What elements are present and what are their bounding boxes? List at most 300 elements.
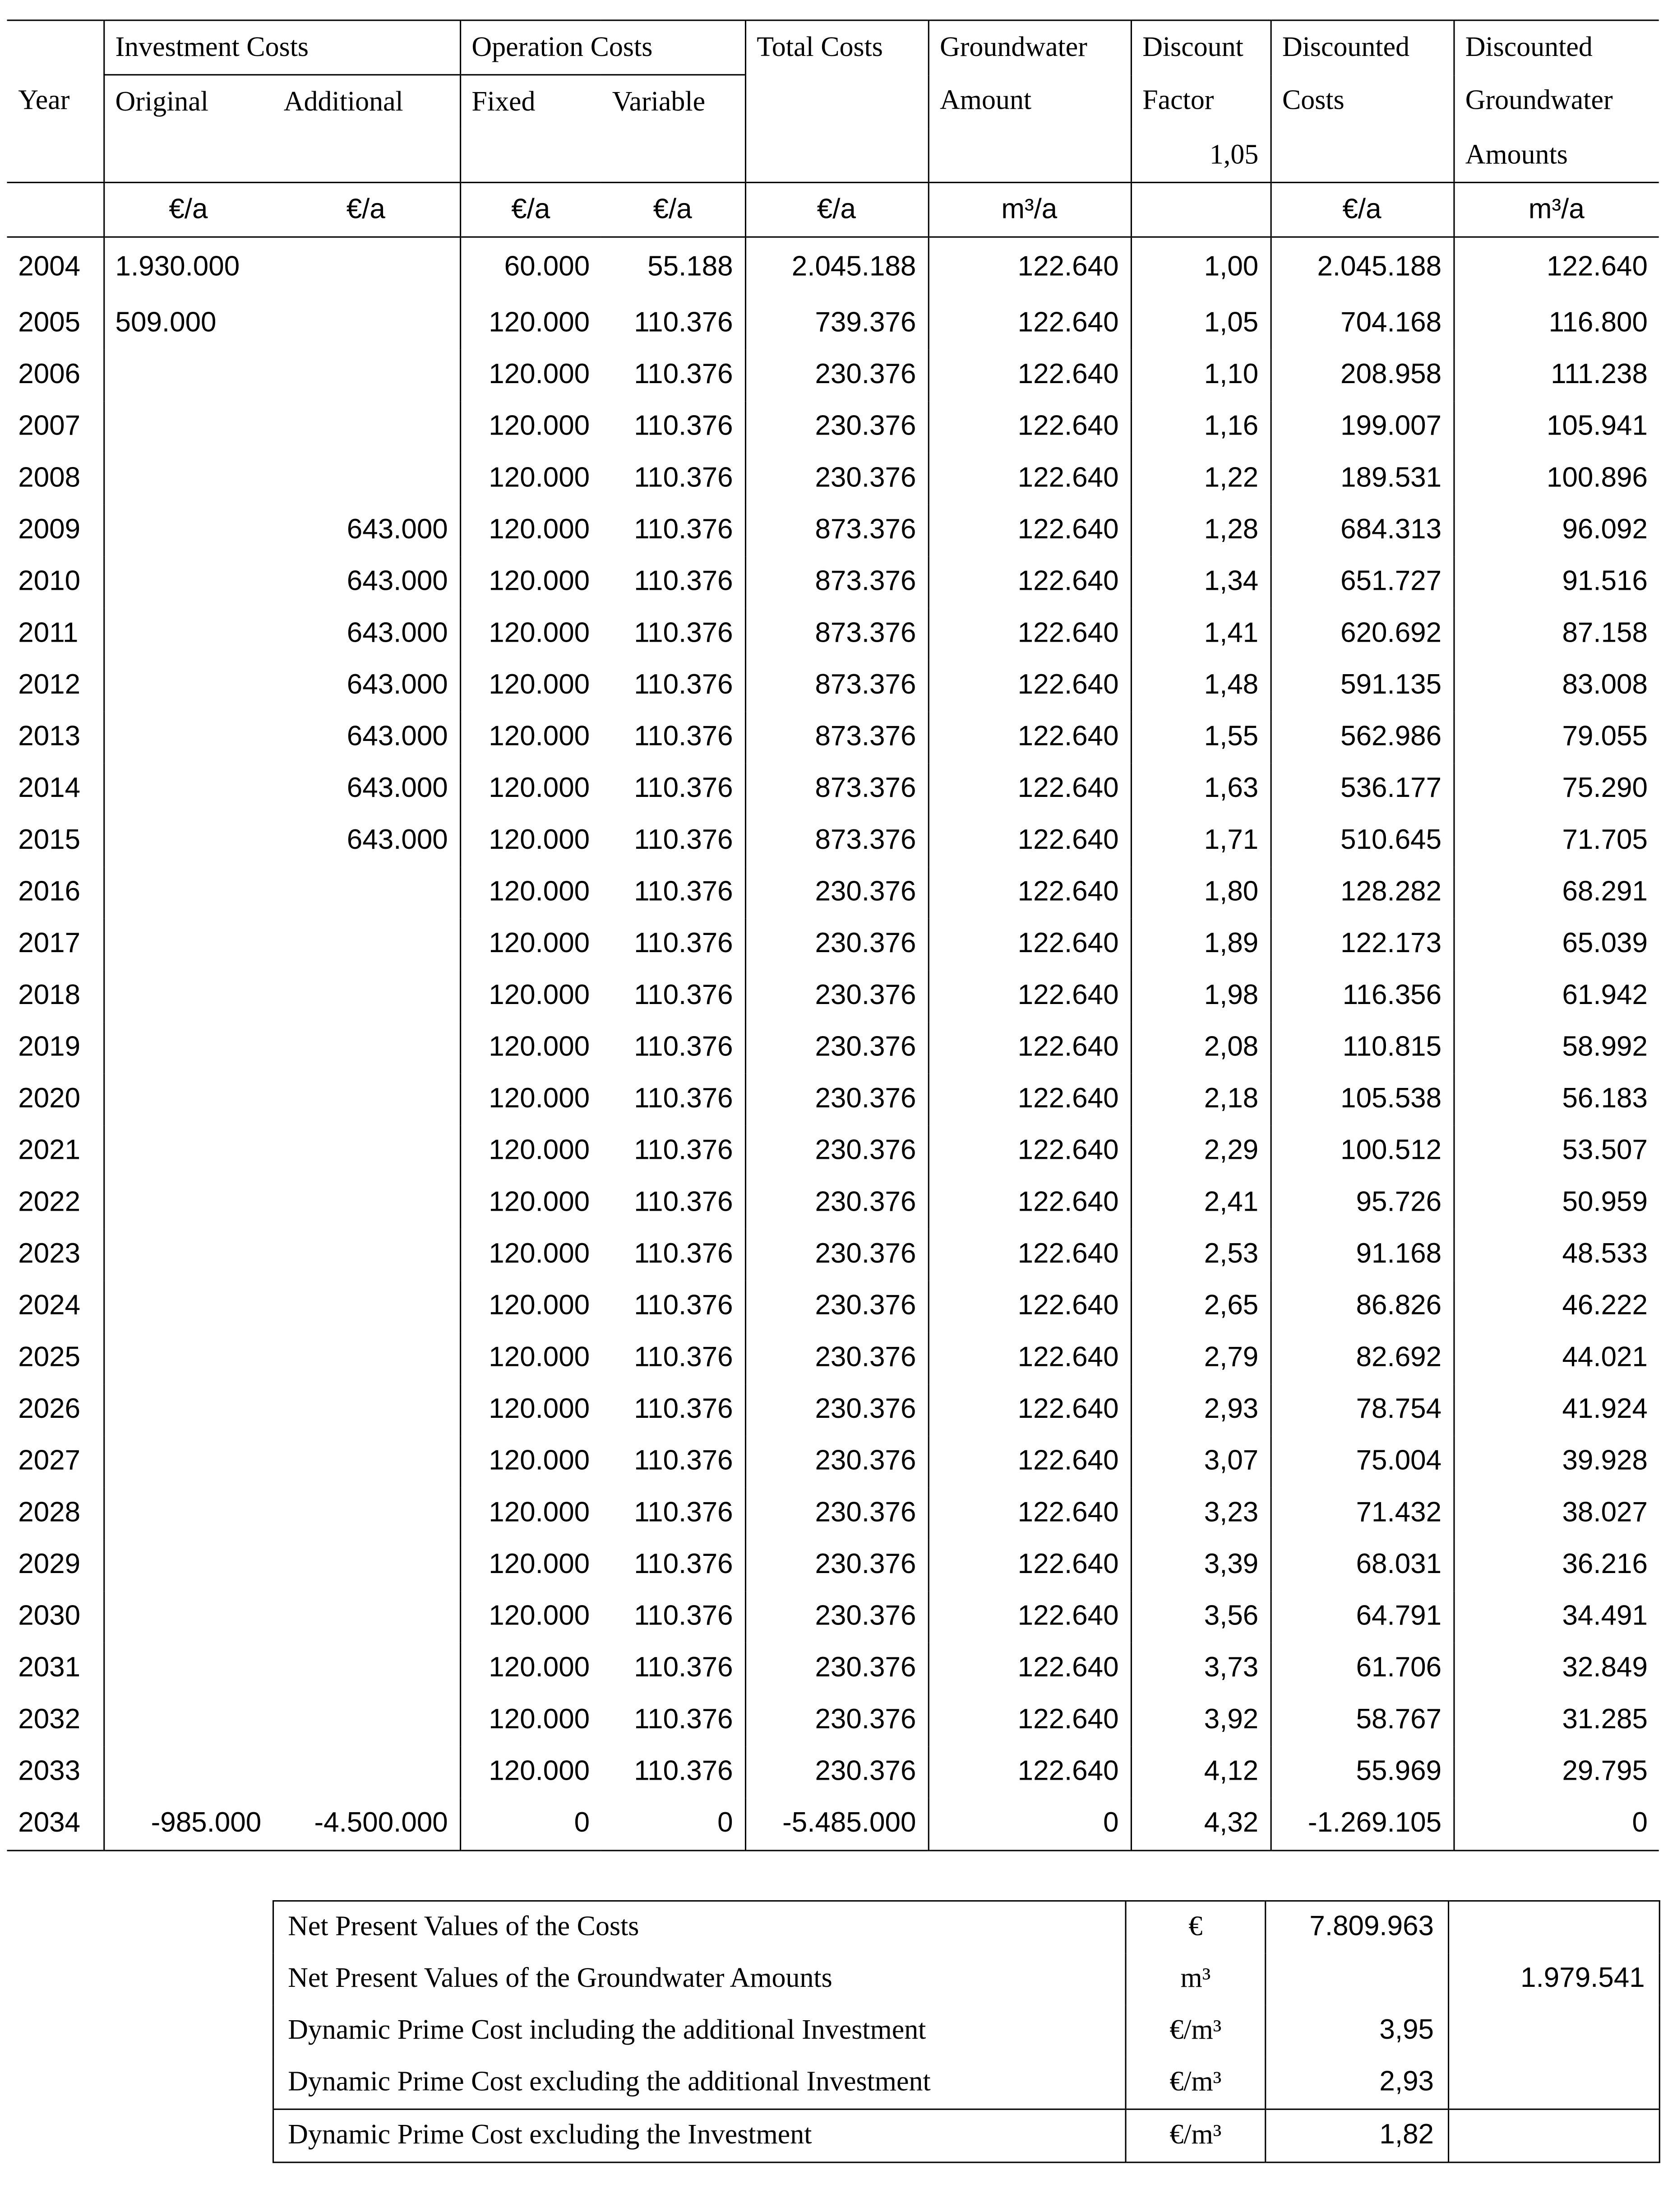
header-year: Year <box>18 85 70 116</box>
cell-additional <box>273 1022 460 1074</box>
cell-discounted-costs: 91.168 <box>1270 1229 1454 1281</box>
unit-row <box>7 182 1659 237</box>
cell-discount: 4,12 <box>1131 1746 1270 1798</box>
summary-label: Dynamic Prime Cost including the additional Investment <box>288 2015 926 2046</box>
cell-total: -5.485.000 <box>745 1798 928 1851</box>
summary-label: Dynamic Prime Cost excluding the additional Investment <box>273 2057 1126 2109</box>
cell-fixed: 120.000 <box>460 1074 601 1126</box>
header-cell-empty <box>7 20 103 75</box>
cell-fixed: 120.000 <box>460 1125 601 1177</box>
cell-additional <box>273 1125 460 1177</box>
cell-variable: 110.376 <box>634 411 733 442</box>
cell-discounted-gw: 29.795 <box>1453 1746 1659 1798</box>
cell-discounted-costs: 684.313 <box>1270 505 1454 557</box>
cell-groundwater: 122.640 <box>928 660 1131 712</box>
cell-fixed: 120.000 <box>460 1022 601 1074</box>
cell-discounted-gw: 58.992 <box>1453 1022 1659 1074</box>
cell-discounted-gw: 0 <box>1453 1798 1659 1851</box>
cell-original <box>103 1695 273 1747</box>
cell-additional <box>273 1177 460 1229</box>
cell-total: 873.376 <box>745 556 928 608</box>
cell-discounted-gw: 100.896 <box>1453 453 1659 505</box>
cell-fixed: 120.000 <box>460 1746 601 1798</box>
cell-discounted-costs: 55.969 <box>1270 1746 1454 1798</box>
cell-discount: 2,41 <box>1131 1177 1270 1229</box>
table-row <box>7 1436 1659 1488</box>
header-total-costs: Total Costs <box>745 20 928 75</box>
cell-total: 230.376 <box>745 1591 928 1643</box>
cell-total: 230.376 <box>745 1540 928 1592</box>
table-row <box>7 1074 1659 1126</box>
cell-discount: 2,08 <box>1131 1022 1270 1074</box>
cell-discounted-gw: 31.285 <box>1453 1695 1659 1747</box>
cell-variable: 110.376 <box>634 463 733 494</box>
cell-discounted-gw: 46.222 <box>1453 1281 1659 1333</box>
table-row <box>7 1384 1659 1436</box>
cell-year: 2016 <box>18 876 81 907</box>
cell-variable: 110.376 <box>634 1032 733 1063</box>
cell-fixed: 120.000 <box>460 1540 601 1592</box>
cell-discounted-costs: 199.007 <box>1270 401 1454 453</box>
cell-additional <box>273 298 460 350</box>
cell-groundwater: 122.640 <box>928 1488 1131 1540</box>
unit-discounted-gw: m³/a <box>1453 182 1659 237</box>
cell-total: 873.376 <box>745 608 928 660</box>
table-row <box>7 1798 1659 1851</box>
cell-discount: 1,28 <box>1131 505 1270 557</box>
table-row <box>7 237 1659 298</box>
data-body <box>7 237 1659 1851</box>
cell-original <box>103 1333 273 1384</box>
cell-discounted-gw: 75.290 <box>1453 764 1659 815</box>
cell-discounted-costs: 116.356 <box>1270 970 1454 1022</box>
cell-original <box>103 1591 273 1643</box>
cell-discounted-costs: 100.512 <box>1270 1125 1454 1177</box>
cell-discount: 3,73 <box>1131 1643 1270 1695</box>
header-groundwater-1: Groundwater <box>928 20 1131 75</box>
cell-discount: 2,18 <box>1131 1074 1270 1126</box>
cell-groundwater: 122.640 <box>928 237 1131 298</box>
cell-discounted-costs: 110.815 <box>1270 1022 1454 1074</box>
cell-additional: -4.500.000 <box>314 1808 448 1839</box>
cell-year: 2020 <box>18 1083 81 1115</box>
cell-additional <box>273 237 460 298</box>
cell-year: 2010 <box>18 566 81 597</box>
cell-year: 2007 <box>18 411 81 442</box>
header-cell-empty <box>460 129 601 182</box>
cell-discounted-costs: 105.538 <box>1270 1074 1454 1126</box>
cell-fixed: 120.000 <box>460 1229 601 1281</box>
cell-fixed: 120.000 <box>460 1591 601 1643</box>
cell-fixed: 120.000 <box>460 970 601 1022</box>
cell-original <box>103 1488 273 1540</box>
cell-total: 230.376 <box>745 1436 928 1488</box>
cell-groundwater: 122.640 <box>928 401 1131 453</box>
cell-groundwater: 122.640 <box>928 1591 1131 1643</box>
cell-variable: 110.376 <box>634 980 733 1011</box>
cell-year: 2009 <box>18 514 81 546</box>
cell-year: 2004 <box>18 251 81 282</box>
cell-year: 2024 <box>18 1291 81 1322</box>
cell-total: 230.376 <box>745 1281 928 1333</box>
cell-discounted-costs: 620.692 <box>1270 608 1454 660</box>
cell-variable: 110.376 <box>634 1445 733 1477</box>
header-discounted-gw-3: Amounts <box>1453 129 1659 182</box>
header-investment-costs: Investment Costs <box>103 20 460 75</box>
cell-variable: 55.188 <box>647 251 733 282</box>
table-row <box>7 1591 1659 1643</box>
cell-discount: 2,53 <box>1131 1229 1270 1281</box>
cell-original <box>103 350 273 402</box>
cell-discounted-gw: 122.640 <box>1453 237 1659 298</box>
cell-total: 2.045.188 <box>745 237 928 298</box>
header-cell-empty <box>1270 129 1454 182</box>
cell-groundwater: 122.640 <box>928 1695 1131 1747</box>
cell-groundwater: 122.640 <box>928 919 1131 971</box>
cell-groundwater: 122.640 <box>928 1333 1131 1384</box>
cell-original <box>103 1229 273 1281</box>
cell-additional <box>273 401 460 453</box>
cell-total: 873.376 <box>745 712 928 764</box>
cell-original <box>103 505 273 557</box>
cell-total: 230.376 <box>745 1333 928 1384</box>
table-row <box>7 919 1659 971</box>
summary-value: 7.809.963 <box>1266 1901 1449 1953</box>
cell-total: 873.376 <box>745 660 928 712</box>
cell-original <box>103 453 273 505</box>
cell-discounted-costs: 651.727 <box>1270 556 1454 608</box>
cell-year: 2005 <box>18 307 81 338</box>
header-cell-empty <box>745 129 928 182</box>
table-row <box>7 1281 1659 1333</box>
table-row <box>7 401 1659 453</box>
cell-groundwater: 122.640 <box>928 1229 1131 1281</box>
cell-year: 2030 <box>18 1601 81 1632</box>
header-discounted-costs-2: Costs <box>1270 75 1454 129</box>
cell-original <box>103 764 273 815</box>
cell-groundwater: 122.640 <box>928 1177 1131 1229</box>
cell-discount: 1,89 <box>1131 919 1270 971</box>
cell-discounted-costs: 95.726 <box>1270 1177 1454 1229</box>
cell-total: 230.376 <box>745 1074 928 1126</box>
cell-original: -985.000 <box>103 1798 273 1851</box>
cell-discounted-costs: 58.767 <box>1270 1695 1454 1747</box>
summary-label: Dynamic Prime Cost excluding the Investment <box>288 2119 812 2151</box>
cell-variable: 110.376 <box>634 928 733 959</box>
header-row-3 <box>7 129 1659 182</box>
cell-variable: 110.376 <box>634 825 733 856</box>
cell-year: 2025 <box>18 1342 81 1373</box>
cell-discounted-gw: 41.924 <box>1453 1384 1659 1436</box>
cell-groundwater: 0 <box>928 1798 1131 1851</box>
table-row <box>7 1177 1659 1229</box>
cell-discounted-costs: 86.826 <box>1270 1281 1454 1333</box>
cell-total: 230.376 <box>745 350 928 402</box>
cell-additional: 643.000 <box>346 670 448 701</box>
table-row <box>7 453 1659 505</box>
cell-original <box>103 1384 273 1436</box>
cell-discounted-costs: 208.958 <box>1270 350 1454 402</box>
table-row <box>7 1125 1659 1177</box>
cell-year: 2006 <box>18 359 81 390</box>
cell-discounted-gw: 68.291 <box>1453 867 1659 919</box>
cell-discounted-gw: 61.942 <box>1453 970 1659 1022</box>
cell-groundwater: 122.640 <box>928 1384 1131 1436</box>
cell-groundwater: 122.640 <box>928 764 1131 815</box>
cell-groundwater: 122.640 <box>928 1746 1131 1798</box>
cell-discounted-costs: 75.004 <box>1270 1436 1454 1488</box>
cell-total: 230.376 <box>745 1384 928 1436</box>
cell-total: 230.376 <box>745 453 928 505</box>
summary-groundwater <box>1449 1901 1660 1953</box>
cell-groundwater: 122.640 <box>928 970 1131 1022</box>
summary-row <box>273 1953 1660 2005</box>
cell-fixed: 120.000 <box>460 401 601 453</box>
summary-row <box>273 2057 1660 2109</box>
cell-discount: 3,07 <box>1131 1436 1270 1488</box>
table-row <box>7 867 1659 919</box>
cell-variable: 110.376 <box>634 566 733 597</box>
cell-year: 2017 <box>18 928 81 959</box>
unit-year <box>7 182 103 237</box>
cell-groundwater: 122.640 <box>928 1022 1131 1074</box>
cell-year: 2014 <box>18 773 81 804</box>
cell-total: 873.376 <box>745 815 928 867</box>
cell-year: 2031 <box>18 1652 81 1684</box>
cell-discount: 2,29 <box>1131 1125 1270 1177</box>
cell-discounted-costs: 61.706 <box>1270 1643 1454 1695</box>
cell-discounted-gw: 111.238 <box>1453 350 1659 402</box>
table-row <box>7 712 1659 764</box>
cell-variable: 110.376 <box>634 1549 733 1580</box>
cell-additional <box>273 1074 460 1126</box>
cell-year: 2027 <box>18 1445 81 1477</box>
cell-groundwater: 122.640 <box>928 453 1131 505</box>
cell-discounted-costs: 704.168 <box>1270 298 1454 350</box>
cell-discounted-costs: 78.754 <box>1270 1384 1454 1436</box>
cell-discounted-gw: 44.021 <box>1453 1333 1659 1384</box>
cell-fixed: 120.000 <box>460 867 601 919</box>
summary-table <box>273 1900 1660 2163</box>
header-cell-empty <box>273 129 460 182</box>
cell-year: 2026 <box>18 1394 81 1425</box>
cell-additional <box>273 970 460 1022</box>
cell-fixed: 0 <box>460 1798 601 1851</box>
cell-fixed: 120.000 <box>460 608 601 660</box>
cell-variable: 110.376 <box>634 514 733 546</box>
cell-original <box>103 1281 273 1333</box>
cell-discounted-costs: 2.045.188 <box>1270 237 1454 298</box>
header-total-costs-cont <box>745 75 928 129</box>
cell-discounted-gw: 96.092 <box>1453 505 1659 557</box>
cell-total: 230.376 <box>745 401 928 453</box>
cell-total: 230.376 <box>745 919 928 971</box>
cell-discounted-costs: 510.645 <box>1270 815 1454 867</box>
cell-total: 230.376 <box>745 1695 928 1747</box>
cell-discounted-gw: 39.928 <box>1453 1436 1659 1488</box>
cell-discounted-gw: 38.027 <box>1453 1488 1659 1540</box>
header-fixed: Fixed <box>460 75 601 129</box>
cell-groundwater: 122.640 <box>928 1281 1131 1333</box>
cell-fixed: 120.000 <box>460 1384 601 1436</box>
summary-body <box>273 1901 1660 2162</box>
unit-fixed: €/a <box>460 182 601 237</box>
cell-variable: 110.376 <box>634 773 733 804</box>
cell-variable: 110.376 <box>634 1394 733 1425</box>
summary-label: Net Present Values of the Costs <box>288 1911 639 1942</box>
cell-discounted-costs: 64.791 <box>1270 1591 1454 1643</box>
cell-year: 2018 <box>18 980 81 1011</box>
cell-discounted-costs: 71.432 <box>1270 1488 1454 1540</box>
cell-discount: 1,10 <box>1131 350 1270 402</box>
cell-additional <box>273 1540 460 1592</box>
cell-original <box>103 556 273 608</box>
cell-original <box>103 712 273 764</box>
header-original: Original <box>103 75 273 129</box>
cell-variable: 110.376 <box>634 1342 733 1373</box>
cell-fixed: 120.000 <box>460 1177 601 1229</box>
cell-groundwater: 122.640 <box>928 1125 1131 1177</box>
table-row <box>7 556 1659 608</box>
summary-value: 1,82 <box>1266 2109 1449 2162</box>
cell-additional <box>273 350 460 402</box>
cell-discount: 2,79 <box>1131 1333 1270 1384</box>
cell-original <box>103 1746 273 1798</box>
summary-unit: €/m³ <box>1126 2109 1266 2162</box>
cell-additional <box>273 1488 460 1540</box>
cell-year: 2019 <box>18 1032 81 1063</box>
table-row <box>7 1022 1659 1074</box>
cell-discounted-costs: 122.173 <box>1270 919 1454 971</box>
table-row <box>7 660 1659 712</box>
cell-total: 739.376 <box>745 298 928 350</box>
cell-discounted-gw: 56.183 <box>1453 1074 1659 1126</box>
cell-discount: 2,65 <box>1131 1281 1270 1333</box>
cell-year: 2021 <box>18 1135 81 1166</box>
cell-total: 230.376 <box>745 1229 928 1281</box>
cell-discounted-gw: 71.705 <box>1453 815 1659 867</box>
cell-year: 2023 <box>18 1239 81 1270</box>
unit-additional: €/a <box>273 182 460 237</box>
header-cell-empty <box>103 129 273 182</box>
cell-fixed: 120.000 <box>460 919 601 971</box>
cell-original <box>103 1643 273 1695</box>
cell-variable: 110.376 <box>634 876 733 907</box>
table-row <box>7 505 1659 557</box>
cell-discount: 1,22 <box>1131 453 1270 505</box>
unit-discount <box>1131 182 1270 237</box>
cell-fixed: 120.000 <box>460 1695 601 1747</box>
cell-variable: 110.376 <box>634 1083 733 1115</box>
cell-fixed: 120.000 <box>460 712 601 764</box>
cell-year: 2029 <box>18 1549 81 1580</box>
cell-total: 230.376 <box>745 1022 928 1074</box>
cell-original <box>103 1022 273 1074</box>
cell-fixed: 120.000 <box>460 1488 601 1540</box>
cell-discount: 1,71 <box>1131 815 1270 867</box>
table-row <box>7 298 1659 350</box>
summary-row <box>273 2109 1660 2162</box>
cell-discounted-gw: 83.008 <box>1453 660 1659 712</box>
cell-groundwater: 122.640 <box>928 1436 1131 1488</box>
cell-discounted-gw: 79.055 <box>1453 712 1659 764</box>
cell-groundwater: 122.640 <box>928 350 1131 402</box>
table-row <box>7 815 1659 867</box>
cell-fixed: 120.000 <box>460 1643 601 1695</box>
cell-discount: 1,41 <box>1131 608 1270 660</box>
cell-discounted-gw: 53.507 <box>1453 1125 1659 1177</box>
summary-groundwater: 1.979.541 <box>1449 1953 1660 2005</box>
unit-variable: €/a <box>601 182 745 237</box>
cell-original <box>103 1540 273 1592</box>
cell-groundwater: 122.640 <box>928 1074 1131 1126</box>
cell-discounted-gw: 36.216 <box>1453 1540 1659 1592</box>
cell-additional <box>273 1591 460 1643</box>
cell-fixed: 120.000 <box>460 298 601 350</box>
cell-variable: 110.376 <box>634 721 733 753</box>
cell-variable: 110.376 <box>634 1239 733 1270</box>
summary-row <box>273 1901 1660 1953</box>
header-discount-1: Discount <box>1131 20 1270 75</box>
cell-discount: 3,39 <box>1131 1540 1270 1592</box>
cell-discounted-gw: 34.491 <box>1453 1591 1659 1643</box>
cell-discounted-costs: 536.177 <box>1270 764 1454 815</box>
cell-additional: 643.000 <box>346 514 448 546</box>
cell-variable: 110.376 <box>634 359 733 390</box>
cell-fixed: 120.000 <box>460 1333 601 1384</box>
cell-discount: 4,32 <box>1131 1798 1270 1851</box>
cell-discount: 1,63 <box>1131 764 1270 815</box>
cell-fixed: 120.000 <box>460 350 601 402</box>
cell-variable: 110.376 <box>634 1756 733 1787</box>
cell-groundwater: 122.640 <box>928 505 1131 557</box>
cell-discounted-gw: 48.533 <box>1453 1229 1659 1281</box>
header-row-2 <box>7 75 1659 129</box>
cell-fixed: 120.000 <box>460 453 601 505</box>
cell-year: 2022 <box>18 1187 81 1218</box>
unit-total: €/a <box>745 182 928 237</box>
cell-discounted-gw: 116.800 <box>1453 298 1659 350</box>
table-row <box>7 1695 1659 1747</box>
cell-additional: 643.000 <box>346 566 448 597</box>
cell-additional <box>273 867 460 919</box>
cell-variable: 110.376 <box>634 1652 733 1684</box>
cell-discount: 1,16 <box>1131 401 1270 453</box>
cell-fixed: 120.000 <box>460 556 601 608</box>
cell-year: 2012 <box>18 670 81 701</box>
cell-discount: 1,34 <box>1131 556 1270 608</box>
table-row <box>7 608 1659 660</box>
cell-total: 230.376 <box>745 1643 928 1695</box>
table-row <box>7 1333 1659 1384</box>
cell-original: 509.000 <box>103 298 273 350</box>
cell-discounted-gw: 105.941 <box>1453 401 1659 453</box>
header-variable: Variable <box>612 86 706 117</box>
cell-discounted-gw: 87.158 <box>1453 608 1659 660</box>
cell-fixed: 120.000 <box>460 660 601 712</box>
cell-year: 2033 <box>18 1756 81 1787</box>
header-discounted-costs-1: Discounted <box>1270 20 1454 75</box>
cell-total: 230.376 <box>745 1177 928 1229</box>
cell-discounted-costs: 68.031 <box>1270 1540 1454 1592</box>
cell-original <box>103 608 273 660</box>
cell-discount: 1,05 <box>1131 298 1270 350</box>
table-row <box>7 1488 1659 1540</box>
table-row <box>7 1229 1659 1281</box>
summary-value <box>1266 1953 1449 2005</box>
cell-groundwater: 122.640 <box>928 1643 1131 1695</box>
header-cell-empty <box>7 129 103 182</box>
